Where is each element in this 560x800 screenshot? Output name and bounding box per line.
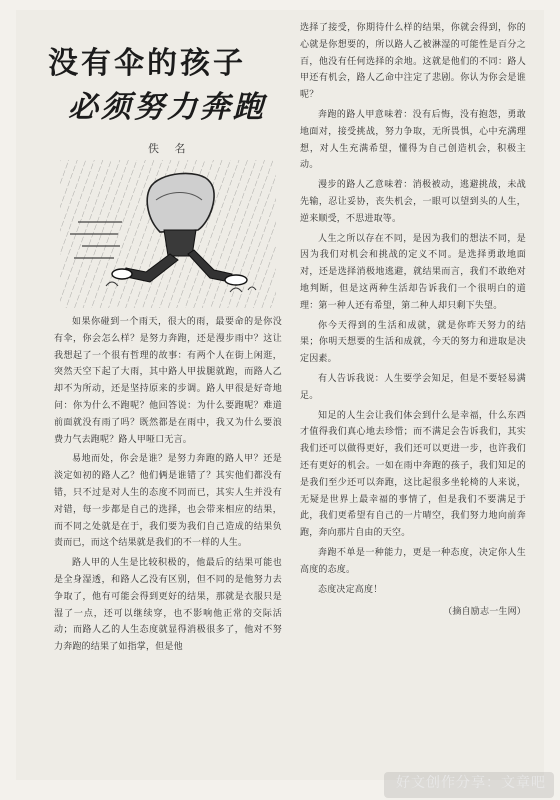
paragraph: 路人甲的人生是比较积极的，他最后的结果可能也是全身湿透，和路人乙没有区别，但不同的是他努力去争取了，他有可能会得到更好的结果，那就是衣服只是湿了一点，还可以继续穿，也不影响他正常的交际活动；而路人乙的人生态度就显得消极很多了，他对不努力奔跑的结果了如指掌，但是他	[54, 558, 282, 653]
paragraph: 选择了接受，你期待什么样的结果，你就会得到，你的心就是你想要的，所以路人乙被淋湿的可能性是百分之百，他没有任何选择的余地。这就是他们的不同：路人甲还有机会，路人乙命中注定了悲剧。你认为你会是谁呢？	[300, 23, 526, 101]
paragraph: 态度决定高度！	[318, 584, 383, 595]
running-boy-in-rain-icon	[60, 160, 276, 308]
paragraph: 易地而处，你会是谁？是努力奔跑的路人甲？还是淡定如初的路人乙？他们俩是谁错了？其实他们都没有错，只不过是对人生的态度不同而已，其实人生并没有对错，每一步都是自己的选择，也会带来相应的结果，而不同之处就是在于，我们要为我们自己造成的结果负责而已，而这个结果就是我们的不一样的人生。	[54, 454, 282, 549]
paragraph: 漫步的路人乙意味着：消极被动，逃避挑战，未战先输，忍让妥协，丧失机会，一眼可以望到头的人生，逆来顺受，不思进取等。	[300, 180, 526, 224]
paragraph: 你今天得到的生活和成就，就是你昨天努力的结果；你明天想要的生活和成就，今天的努力和进取是决定因素。	[300, 320, 526, 365]
paragraph: 人生之所以存在不同，是因为我们的想法不同，是因为我们对机会和挑战的定义不同。是选择勇敢地面对，还是选择消极地逃避，就结果而言，我们不敢绝对地判断，但是这两种生活却告诉我们一个很明白的道理：第一种人还有希望，第二种人却只剩下失望。	[300, 233, 526, 311]
paragraph: 如果你碰到一个雨天，很大的雨，最要命的是你没有伞，你会怎么样？是努力奔跑，还是漫步雨中？这让我想起了一个很有哲理的故事：有两个人在街上闲逛，突然天空下起了大雨，其中路人甲拔腿就跑，而路人乙却不为所动，还是坚持原来的步调。路人甲很是好奇地问：你为什么不跑呢？他回答说：为什么要跑呢？难道前面就没有雨了吗？既然都是在雨中，我又为什么要浪费力气去跑呢？路人甲哑口无言。	[54, 317, 282, 445]
article-title-line2: 必须努力奔跑	[68, 90, 266, 125]
article-title-line1: 没有伞的孩子	[48, 46, 246, 81]
paragraph: 奔跑不单是一种能力，更是一种态度，决定你人生高度的态度。	[300, 547, 526, 575]
article-column-right	[300, 20, 526, 624]
paragraph: 奔跑的路人甲意味着：没有后悔，没有抱怨，勇敢地面对，接受挑战，努力争取，无所畏惧，心中充满理想，对人生充满希望，懂得为自己创造机会，积极主动。	[300, 109, 526, 171]
source-note: （摘自励志一生网）	[443, 607, 526, 618]
author: 佚 名	[148, 142, 192, 155]
paragraph: 知足的人生会让我们体会到什么是幸福，什么东西才值得我们真心地去珍惜；而不满足会告诉我们，其实我们还可以做得更好，我们还可以更进一步，也许我们还有更好的机会。一如在雨中奔跑的孩子，我们知足的是我们至少还可以奔跑，这比起很多坐轮椅的人来说，无疑是世界上最幸福的事情了，但是我们不要满足于此，我们更希望有自己的一片晴空，我们努力地向前奔跑，奔向那片自由的天空。	[300, 410, 526, 539]
watermark: 好文创作分享：文章吧	[396, 775, 546, 791]
paragraph: 有人告诉我说：人生要学会知足，但是不要轻易满足。	[300, 373, 526, 401]
article-column-left	[54, 314, 282, 659]
